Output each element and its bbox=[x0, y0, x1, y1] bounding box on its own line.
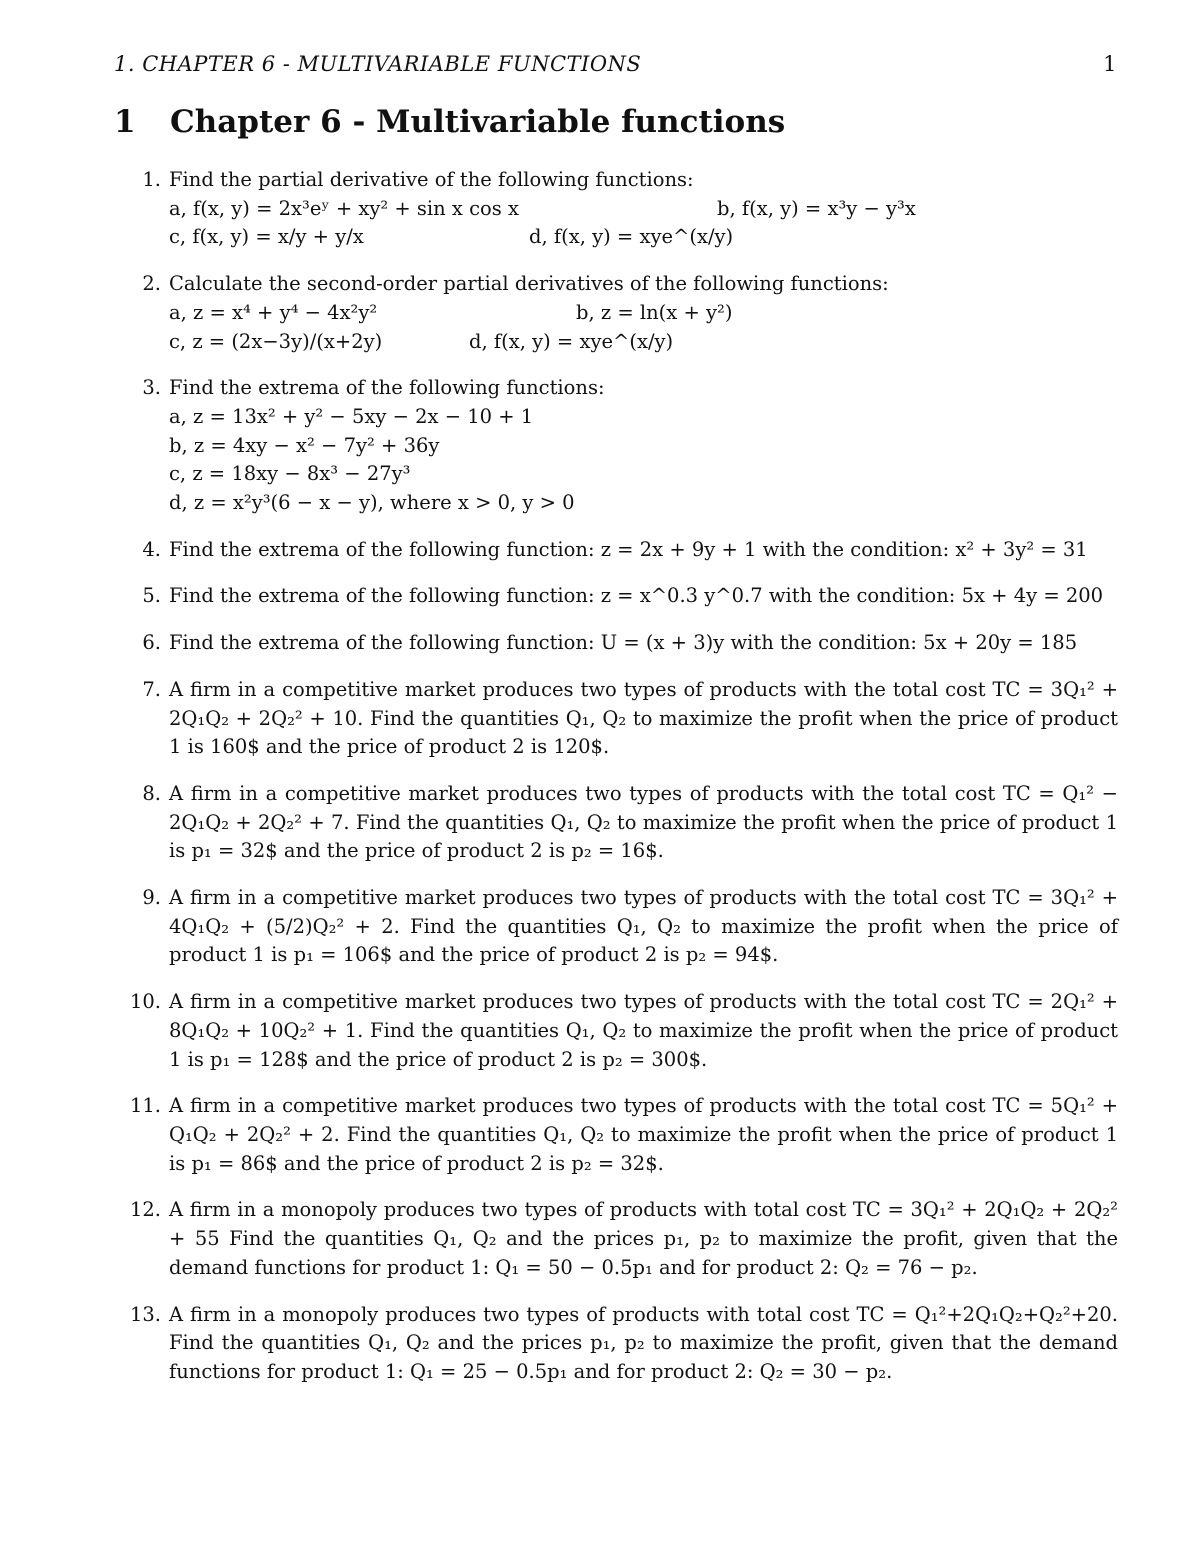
part-line: c, z = 18xy − 8x³ − 27y³ bbox=[169, 462, 411, 486]
problem-number: 1. bbox=[142, 168, 161, 191]
parts-row bbox=[169, 223, 1118, 252]
part-a: a, f(x, y) = 2x³eʸ + xy² + sin x cos x bbox=[169, 196, 519, 220]
part-b: b, f(x, y) = x³y − y³x bbox=[717, 196, 916, 220]
problem-number: 7. bbox=[142, 677, 161, 701]
problem-text: Find the extrema of the following function: z = x^0.3 y^0.7 with the condition: 5x + 4y = 200 bbox=[169, 584, 1104, 608]
problem-8 bbox=[114, 780, 1118, 866]
problem-text: A firm in a monopoly produces two types of products with total cost TC = 3Q₁² + 2Q₁Q₂ + 2Q₂² + 55 Find the quantities Q₁, Q₂ and the prices p₁, p₂ to maximize the profit, given that the demand functions for product 1: Q₁ = 50 − 0.5p₁ and for product 2: Q₂ = 76 − p₂. bbox=[169, 1198, 1118, 1279]
part-b: b, z = ln(x + y²) bbox=[576, 300, 733, 324]
part-line: d, z = x²y³(6 − x − y), where x > 0, y > 0 bbox=[169, 491, 575, 515]
problem-lead: Find the extrema of the following functions: bbox=[169, 376, 605, 400]
problem-number: 11. bbox=[129, 1094, 161, 1118]
problem-text: A firm in a competitive market produces two types of products with the total cost TC = 3Q₁² + 4Q₁Q₂ + (5/2)Q₂² + 2. Find the quantities Q₁, Q₂ to maximize the profit when the price of product 1 is p₁ = 106$ and the price of product 2 is p₂ = 94$. bbox=[169, 886, 1118, 967]
parts-row bbox=[169, 299, 1118, 328]
problem-list bbox=[114, 166, 1118, 1405]
problem-9 bbox=[114, 884, 1118, 970]
problem-text: A firm in a competitive market produces two types of products with the total cost TC = 5Q₁² + Q₁Q₂ + 2Q₂² + 2. Find the quantities Q₁, Q₂ to maximize the profit when the price of product 1 is p₁ = 86$ and the price of product 2 is p₂ = 32$. bbox=[169, 1094, 1118, 1175]
problem-4 bbox=[114, 536, 1118, 565]
problem-5 bbox=[114, 582, 1118, 611]
problem-text: Find the extrema of the following function: z = 2x + 9y + 1 with the condition: x² + 3y² = 31 bbox=[169, 537, 1088, 561]
problem-1 bbox=[114, 166, 1118, 252]
part-line: b, z = 4xy − x² − 7y² + 36y bbox=[169, 433, 440, 457]
problem-text: A firm in a competitive market produces two types of products with the total cost TC = 2Q₁² + 8Q₁Q₂ + 10Q₂² + 1. Find the quantities Q₁, Q₂ to maximize the profit when the price of product 1 is p₁ = 128$ and the price of product 2 is p₂ = 300$. bbox=[169, 990, 1118, 1071]
part-d: d, f(x, y) = xye^(x/y) bbox=[469, 329, 674, 353]
parts-row bbox=[169, 195, 1118, 224]
part-a: a, z = x⁴ + y⁴ − 4x²y² bbox=[169, 300, 378, 324]
chapter-number: 1 bbox=[114, 104, 136, 140]
problem-number: 4. bbox=[142, 537, 161, 561]
problem-3 bbox=[114, 374, 1118, 518]
page-number: 1 bbox=[1103, 52, 1117, 76]
problem-6 bbox=[114, 629, 1118, 658]
running-title: 1. CHAPTER 6 - MULTIVARIABLE FUNCTIONS bbox=[114, 52, 642, 76]
problem-text: A firm in a competitive market produces two types of products with the total cost TC = Q₁² − 2Q₁Q₂ + 2Q₂² + 7. Find the quantities Q₁, Q₂ to maximize the profit when the price of product 1 is p₁ = 32$ and the price of product 2 is p₂ = 16$. bbox=[169, 781, 1118, 863]
problem-text: A firm in a monopoly produces two types of products with total cost TC = Q₁²+2Q₁Q₂+Q₂²+20. Find the quantities Q₁, Q₂ and the prices p₁, p₂ to maximize the profit, given that the demand functions for product 1: Q₁ = 25 − 0.5p₁ and for product 2: Q₂ = 30 − p₂. bbox=[169, 1302, 1118, 1383]
problem-number: 3. bbox=[142, 376, 161, 400]
running-header bbox=[114, 52, 1117, 76]
problem-text: Find the extrema of the following function: U = (x + 3)y with the condition: 5x + 20y = 185 bbox=[169, 631, 1078, 655]
problem-number: 6. bbox=[142, 631, 161, 655]
problem-13 bbox=[114, 1301, 1118, 1387]
chapter-title: Chapter 6 - Multivariable functions bbox=[170, 104, 786, 140]
problem-number: 5. bbox=[142, 584, 161, 608]
chapter-heading bbox=[114, 104, 785, 140]
problem-2 bbox=[114, 270, 1118, 356]
problem-7 bbox=[114, 676, 1118, 762]
problem-number: 13. bbox=[129, 1302, 161, 1326]
problem-text: A firm in a competitive market produces two types of products with the total cost TC = 3Q₁² + 2Q₁Q₂ + 2Q₂² + 10. Find the quantities Q₁, Q₂ to maximize the profit when the price of product 1 is 160$ and the price of product 2 is 120$. bbox=[169, 677, 1118, 759]
problem-lead: Calculate the second-order partial derivatives of the following functions: bbox=[169, 272, 889, 296]
problem-number: 10. bbox=[129, 990, 161, 1014]
part-c: c, z = (2x−3y)/(x+2y) bbox=[169, 329, 383, 353]
problem-number: 9. bbox=[142, 886, 161, 910]
problem-number: 2. bbox=[142, 272, 161, 296]
parts-row bbox=[169, 328, 1118, 357]
part-c: c, f(x, y) = x/y + y/x bbox=[169, 225, 364, 249]
part-d: d, f(x, y) = xye^(x/y) bbox=[529, 225, 734, 249]
part-line: a, z = 13x² + y² − 5xy − 2x − 10 + 1 bbox=[169, 404, 534, 428]
problem-lead: Find the partial derivative of the following functions: bbox=[169, 168, 694, 191]
problem-11 bbox=[114, 1092, 1118, 1178]
problem-12 bbox=[114, 1196, 1118, 1282]
problem-number: 8. bbox=[142, 781, 161, 805]
problem-10 bbox=[114, 988, 1118, 1074]
problem-number: 12. bbox=[129, 1198, 161, 1222]
